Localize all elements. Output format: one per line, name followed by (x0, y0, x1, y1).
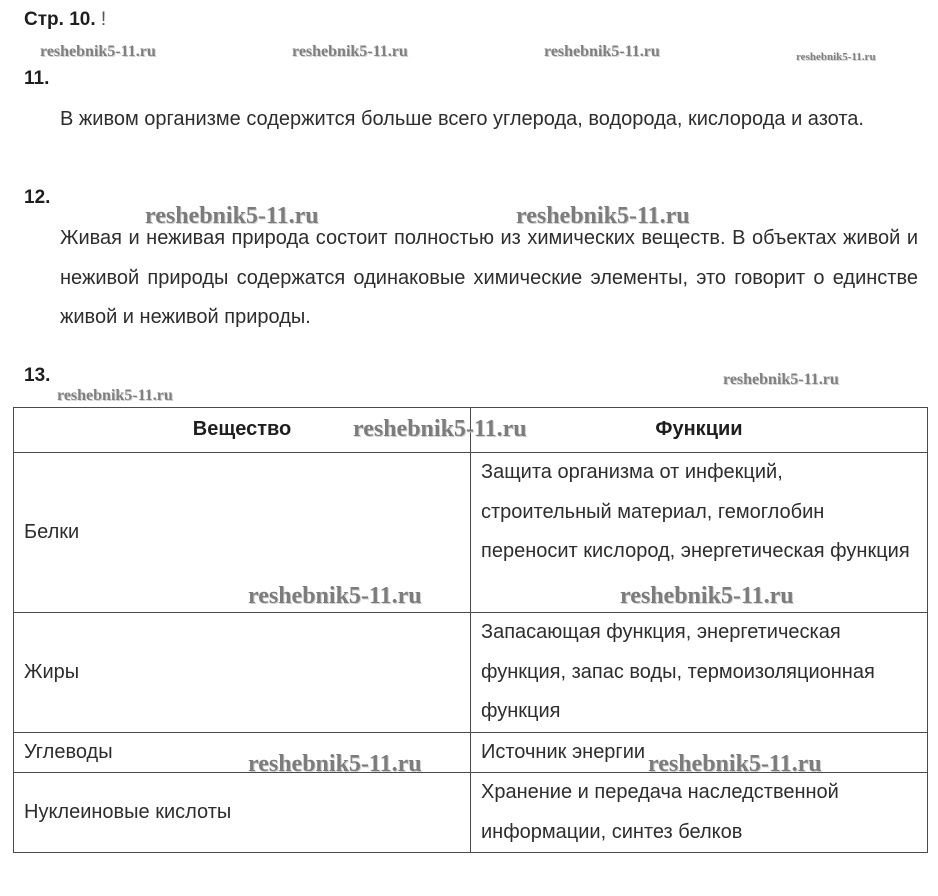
watermark: reshebnik5-11.ru (648, 751, 822, 777)
question-12-answer: Живая и неживая природа состоит полностью из химических веществ. В объектах живой и неживой природы содержатся одинаковые химические элементы, это говорит о единстве живой и неживой природы. (60, 227, 918, 328)
page-label: Стр. 10. (24, 9, 96, 30)
substance-cell: Жиры (14, 613, 471, 733)
functions-cell: Запасающая функция, энергетическая функция, запас воды, термоизоляционная функция (471, 613, 928, 733)
watermark: reshebnik5-11.ru (292, 43, 408, 60)
substances-functions-table (13, 407, 928, 853)
functions-cell: Источник энергии (471, 732, 928, 773)
watermark: reshebnik5-11.ru (57, 387, 173, 404)
page-label-mark: ! (100, 9, 107, 30)
question-11-number: 11. (24, 68, 50, 89)
functions-cell: Хранение и передача наследственной информации, синтез белков (471, 773, 928, 853)
watermark: reshebnik5-11.ru (723, 371, 839, 388)
question-12-number: 12. (24, 187, 51, 208)
watermark: reshebnik5-11.ru (40, 43, 156, 60)
header-substance: Вещество (14, 408, 471, 453)
header-functions: Функции (471, 408, 928, 453)
watermark: reshebnik5-11.ru (544, 43, 660, 60)
watermark: reshebnik5-11.ru (516, 203, 690, 229)
substance-cell: Белки (14, 453, 471, 613)
substance-cell: Нуклеиновые кислоты (14, 773, 471, 853)
watermark: reshebnik5-11.ru (353, 416, 527, 442)
watermark: reshebnik5-11.ru (796, 51, 876, 63)
table-row (14, 773, 928, 853)
page-header (24, 9, 106, 31)
question-11-answer: В живом организме содержится больше всего углерода, водорода, кислорода и азота. (60, 108, 864, 130)
substance-cell: Углеводы (14, 732, 471, 773)
table-row (14, 613, 928, 733)
watermark: reshebnik5-11.ru (620, 583, 794, 609)
watermark: reshebnik5-11.ru (145, 203, 319, 229)
watermark: reshebnik5-11.ru (248, 751, 422, 777)
functions-cell: Защита организма от инфекций, строительный материал, гемоглобин переносит кислород, энергетическая функция (471, 453, 928, 613)
question-13-number: 13. (24, 365, 51, 386)
watermark: reshebnik5-11.ru (248, 583, 422, 609)
